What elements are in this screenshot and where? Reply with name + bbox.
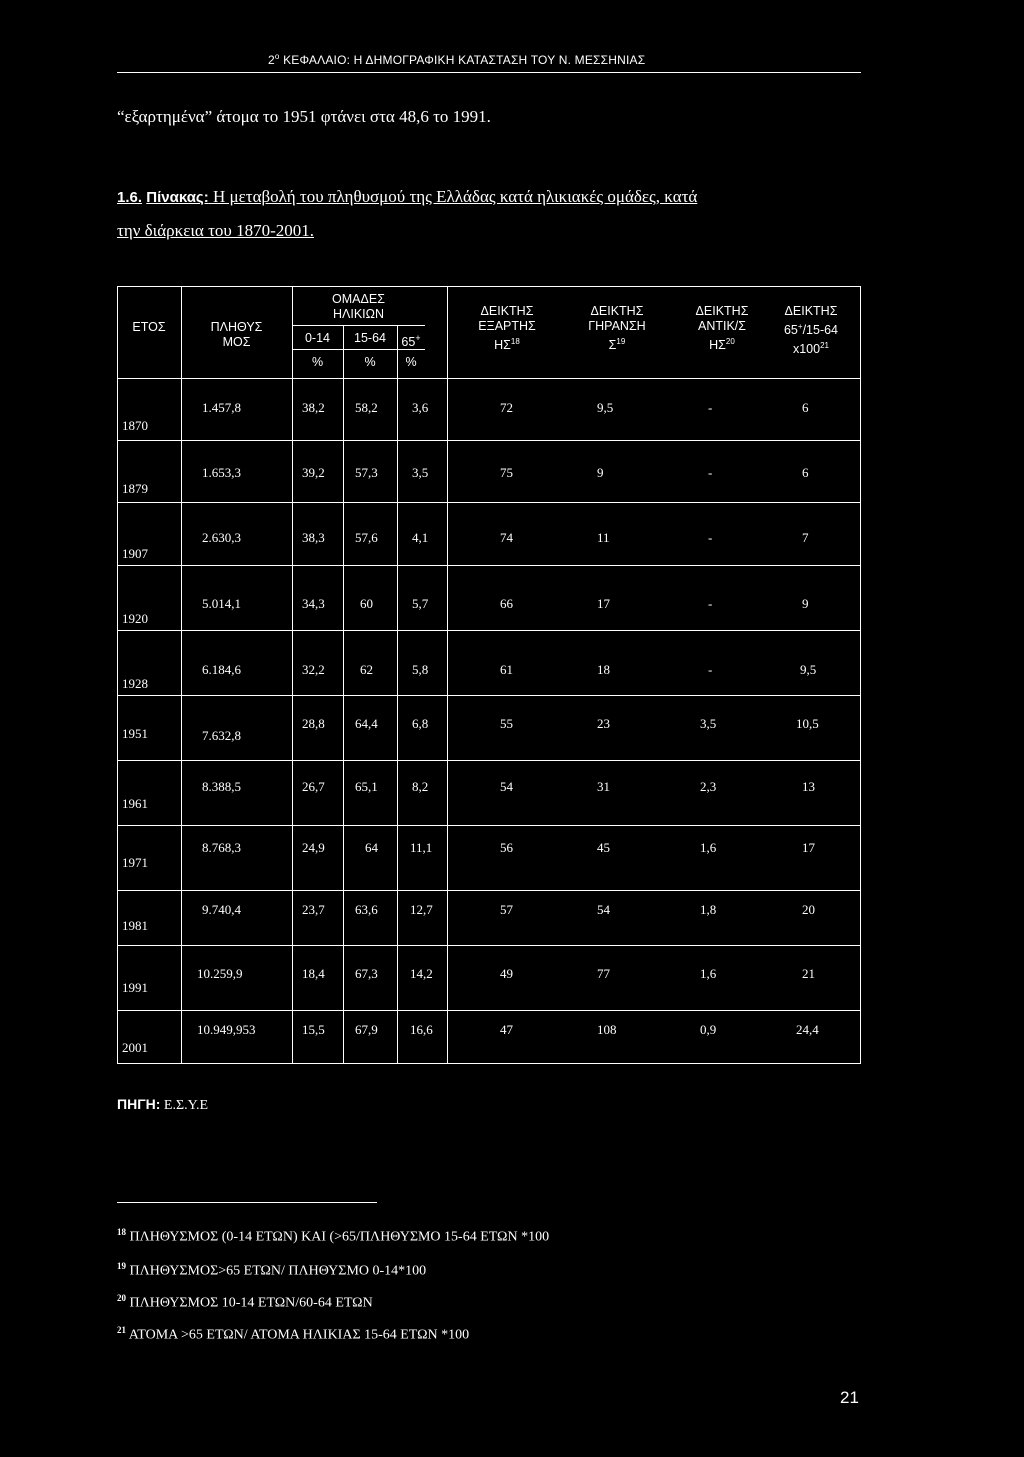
col-header-15-64: 15-64 xyxy=(354,331,386,345)
footnote-19: $^{19}$ ΠΛΗΘΥΣΜΟΣ>65 ΕΤΩΝ/ ΠΛΗΘΥΣΜΟ 0-14*100 xyxy=(117,1261,427,1279)
chapter-sup: ο xyxy=(274,52,280,61)
col-header-year: ΕΤΟΣ xyxy=(132,320,166,334)
col-header-pop: ΠΛΗΘΥΣ ΜΟΣ xyxy=(210,320,263,349)
col-header-old-age: ΔΕΙΚΤΗΣ 65+/15-64 $x100^{21}$ xyxy=(783,304,839,357)
col-header-ageing: ΔΕΙΚΤΗΣ ΓΗΡΑΝΣΗ $\Sigma^{19}$ xyxy=(588,304,646,353)
paragraph: “εξαρτημένα” άτομα το 1951 φτάνει στα 48,6 το 1991. xyxy=(117,107,491,126)
chapter-number: 2 xyxy=(268,53,275,67)
col-header-age-groups: ΟΜΑΔΕΣ ΗΛΙΚΙΩΝ xyxy=(332,292,385,321)
col-header-65: 65+ xyxy=(401,333,421,350)
col-header-replacement: ΔΕΙΚΤΗΣ ΑΝΤΙΚ/Σ ΗΣ$^{20}$ xyxy=(695,304,749,353)
footnote-21: $^{21}$ ΑΤΟΜΑ >65 ΕΤΩΝ/ ΑΤΟΜΑ ΗΛΙΚΙΑΣ 15-64 ΕΤΩΝ *100 xyxy=(117,1325,470,1343)
pct-15-64: % xyxy=(364,355,376,369)
pct-0-14: % xyxy=(311,355,324,369)
caption-keyword: Πίνακας: xyxy=(146,189,209,206)
source-label: ΠΗΓΗ: xyxy=(117,1096,161,1112)
source-value: Ε.Σ.Υ.Ε xyxy=(160,1098,209,1113)
table-source xyxy=(117,1096,208,1114)
chapter-title: ΚΕΦΑΛΑΙΟ: Η ΔΗΜΟΓΡΑΦΙΚΗ ΚΑΤΑΣΤΑΣΗ ΤΟΥ Ν. ΜΕΣΣΗΝΙΑΣ xyxy=(283,53,646,67)
footnote-18: $^{18}$ ΠΛΗΘΥΣΜΟΣ (0-14 ΕΤΩΝ) ΚΑΙ (>65/ΠΛΗΘΥΣΜΟ 15-64 ΕΤΩΝ *100 xyxy=(117,1227,550,1245)
pct-65: % xyxy=(405,355,417,369)
footnote-rule xyxy=(117,1202,377,1203)
caption-line2: την διάρκεια του 1870-2001. xyxy=(117,221,314,240)
page-number: 21 xyxy=(840,1388,859,1407)
caption-number: 1.6. xyxy=(117,189,143,206)
population-table: ΕΤΟΣ ΠΛΗΘΥΣ ΜΟΣ ΟΜΑΔΕΣ ΗΛΙΚΙΩΝ 0-14 15-64 65+ % % % ΔΕΙΚΤΗΣ ΕΞΑΡΤΗΣ ΗΣ$^{18}$ ΔΕΙΚΤΗΣ ΓΗΡΑΝΣΗ $\Sigma^{19}$ ΔΕΙΚΤΗΣ ΑΝΤΙΚ/Σ ΗΣ$^{20}$ ΔΕΙΚΤΗΣ 65+/15-64 $x100^{21}$ 1870 1.457,8 38,2 58,2 3,6 72 9,5 - 6 1879 1.653,3 39,2 57,3 3,5 75 9 - 6 1907 2.630,3 38,3 57,6 4,1 74 11 - 7 1920 5.014,1 34,3 60 5,7 66 17 - 9 1928 6.184,6 32,2 62 5,8 61 18 - 9,5 1951 7.632,8 28,8 64,4 6,8 55 23 3,5 10,5 1961 8.388,5 26,7 65,1 8,2 54 31 2,3 13 1971 8.768,3 24,9 64 11,1 56 45 1,6 17 1981 9.740,4 23,7 63,6 12,7 57 54 1,8 20 1991 10.259,9 18,4 67,3 14,2 49 77 1,6 21 2001 10.949,953 15,5 67,9 16,6 47 108 0,9 24,4 xyxy=(0,0,1024,1457)
col-header-0-14: 0-14 xyxy=(304,331,331,345)
caption-line1: Η μεταβολή του πληθυσμού της Ελλάδας κατά ηλικιακές ομάδες, κατά xyxy=(208,187,698,206)
footnote-20: $^{20}$ ΠΛΗΘΥΣΜΟΣ 10-14 ΕΤΩΝ/60-64 ΕΤΩΝ xyxy=(117,1293,373,1311)
col-header-dependency: ΔΕΙΚΤΗΣ ΕΞΑΡΤΗΣ ΗΣ$^{18}$ xyxy=(478,304,536,353)
